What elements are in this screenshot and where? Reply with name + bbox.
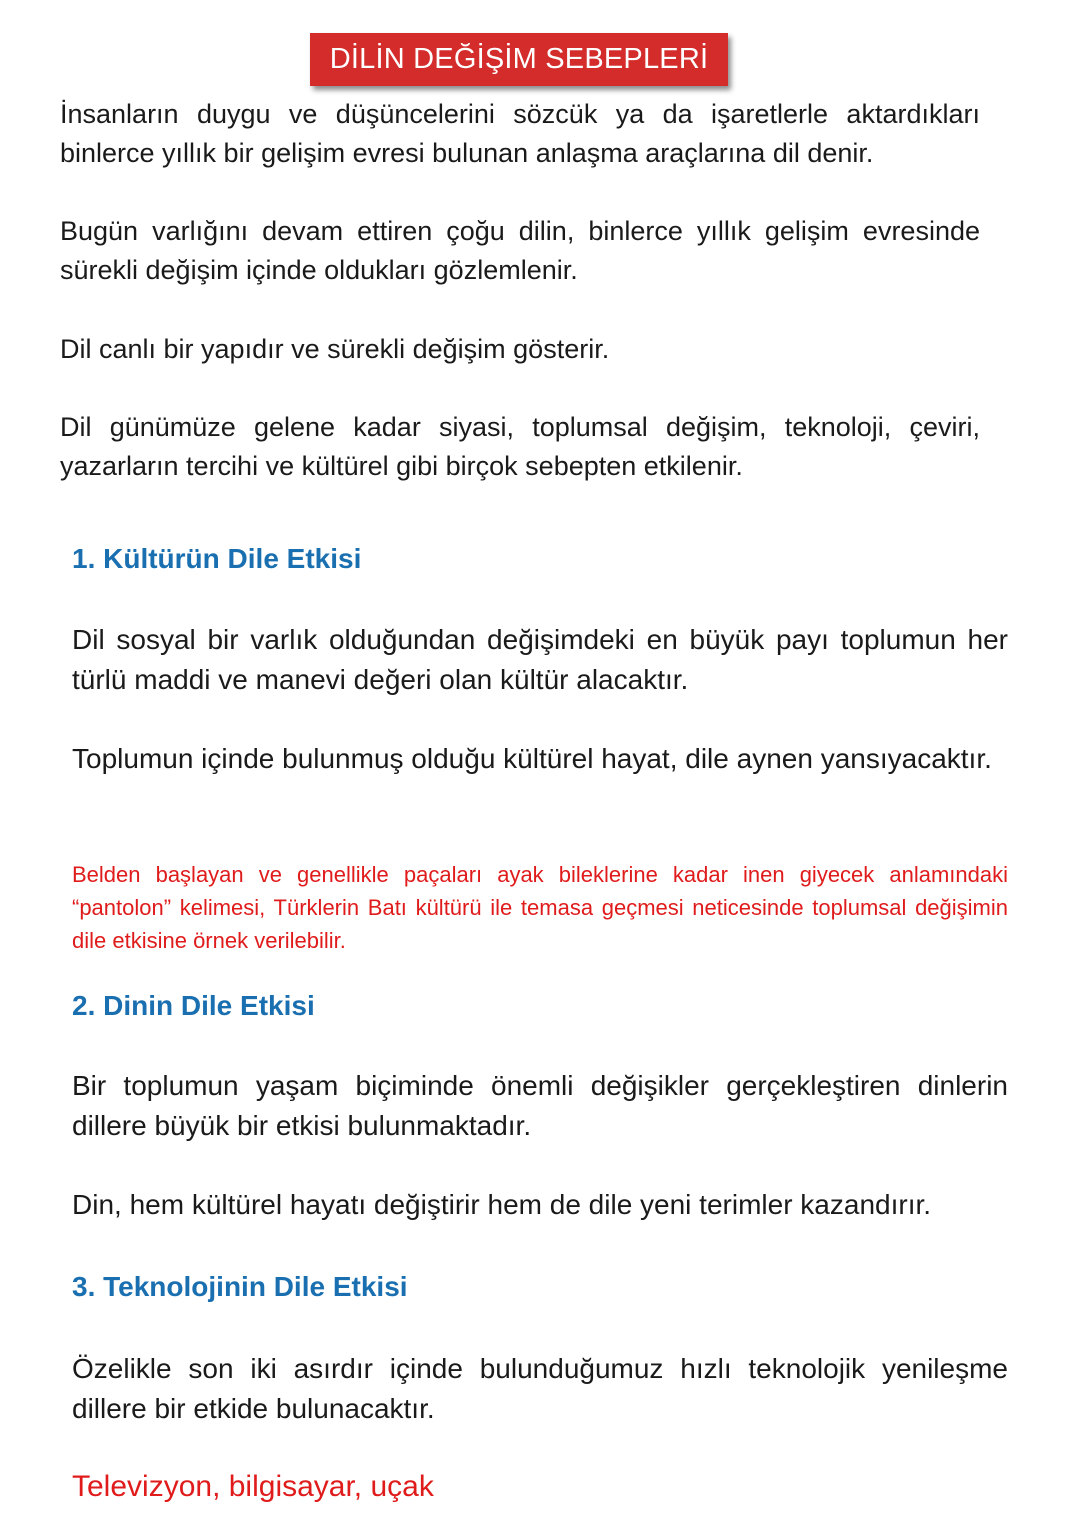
intro-paragraph-definition: İnsanların duygu ve düşüncelerini sözcük ya da işaretlerle aktardıkları binlerce yıllık bir gelişim evresi bulunan anlaşma araçlarına dil denir.: [60, 99, 980, 168]
intro-paragraph-living: Dil canlı bir yapıdır ve sürekli değişim gösterir.: [60, 334, 610, 364]
section-paragraph: Din, hem kültürel hayatı değiştirir hem de dile yeni terimler kazandırır.: [72, 1189, 932, 1220]
intro-paragraph-change: Bugün varlığını devam ettiren çoğu dilin, binlerce yıllık gelişim evresinde sürekli değişim içinde oldukları gözlemlenir.: [60, 216, 980, 285]
intro-paragraph-causes: Dil günümüze gelene kadar siyasi, toplumsal değişim, teknoloji, çeviri, yazarların tercihi ve kültürel gibi birçok sebepten etkilenir.: [60, 412, 980, 481]
example-note: Belden başlayan ve genellikle paçaları ayak bileklerine kadar inen giyecek anlamındaki “pantolon” kelimesi, Türklerin Batı kültürü ile temasa geçmesi neticesinde toplumsal değişimin dile etkisine örnek verilebilir.: [72, 862, 1008, 953]
section-paragraph: Toplumun içinde bulunmuş olduğu kültürel hayat, dile aynen yansıyacaktır.: [72, 743, 992, 774]
page-title: DİLİN DEĞİŞİM SEBEPLERİ: [310, 33, 728, 86]
example-words: Televizyon, bilgisayar, uçak: [72, 1470, 434, 1503]
section-heading-technology: 3. Teknolojinin Dile Etkisi: [72, 1271, 408, 1302]
section-paragraph: Dil sosyal bir varlık olduğundan değişimdeki en büyük payı toplumun her türlü maddi ve manevi değeri olan kültür alacaktır.: [72, 624, 1008, 695]
section-paragraph: Özelikle son iki asırdır içinde bulunduğumuz hızlı teknolojik yenileşme dillere bir etkide bulunacaktır.: [72, 1353, 1008, 1424]
section-heading-religion: 2. Dinin Dile Etkisi: [72, 990, 315, 1021]
section-heading-culture: 1. Kültürün Dile Etkisi: [72, 543, 362, 574]
section-paragraph: Bir toplumun yaşam biçiminde önemli değişikler gerçekleştiren dinlerin dillere büyük bir etkisi bulunmaktadır.: [72, 1070, 1008, 1141]
